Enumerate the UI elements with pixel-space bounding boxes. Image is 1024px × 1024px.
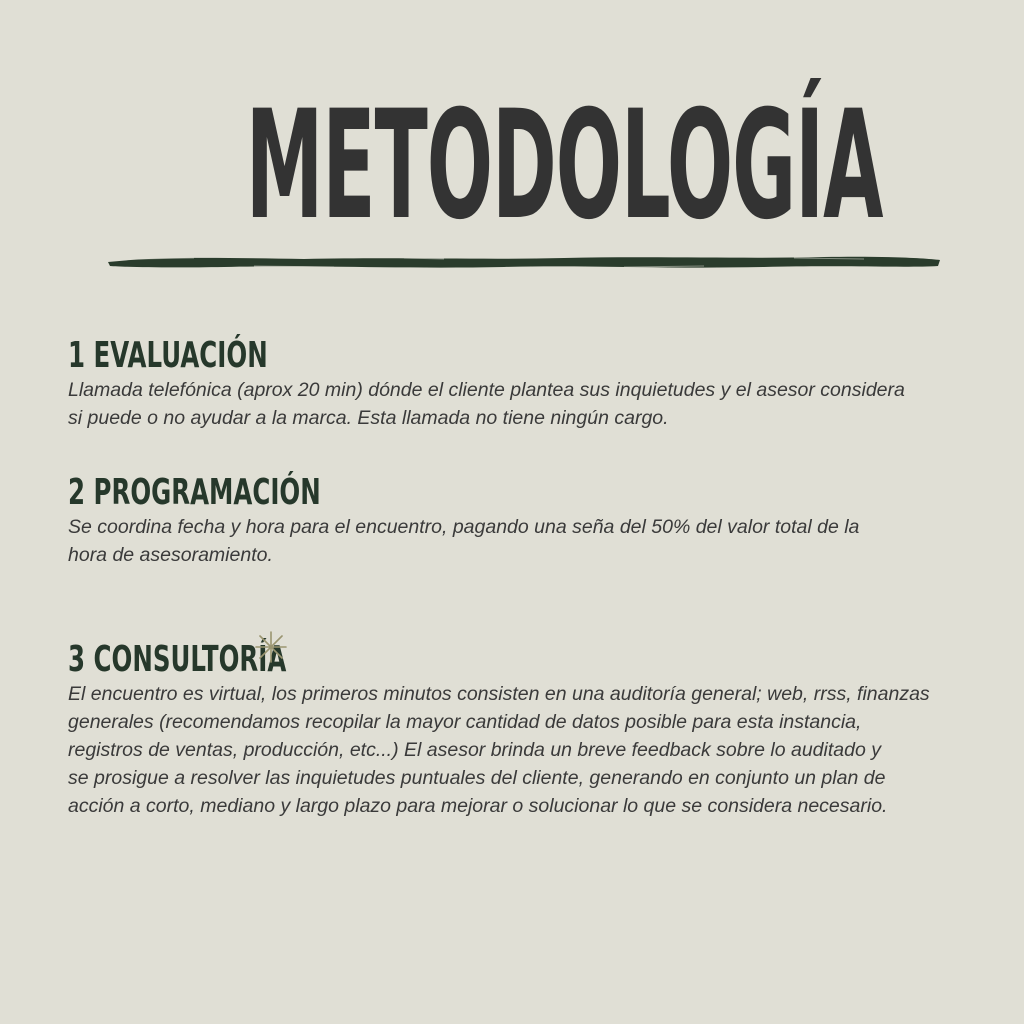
body-line: registros de ventas, producción, etc...) El asesor brinda un breve feedback sobre lo auditado y [68, 739, 881, 761]
body-line: El encuentro es virtual, los primeros minutos consisten en una auditoría general; web, rrss, finanzas [68, 683, 930, 705]
asterisk-icon [254, 630, 288, 664]
section-evaluacion [68, 336, 938, 432]
body-line: Llamada telefónica (aprox 20 min) dónde el cliente plantea sus inquietudes y el asesor considera [68, 379, 905, 401]
section-body [68, 376, 938, 432]
section-heading: 3 CONSULTORÍA [68, 639, 287, 680]
body-line: Se coordina fecha y hora para el encuentro, pagando una seña del 50% del valor total de la [68, 516, 860, 538]
page-title: METODOLOGÍA [245, 79, 883, 253]
section-programacion [68, 473, 938, 569]
brush-underline [104, 250, 944, 274]
body-line: se prosigue a resolver las inquietudes puntuales del cliente, generando en conjunto un plan de [68, 767, 886, 789]
body-line: acción a corto, mediano y largo plazo para mejorar o solucionar lo que se considera necesario. [68, 795, 888, 817]
section-body [68, 513, 938, 569]
body-line: si puede o no ayudar a la marca. Esta llamada no tiene ningún cargo. [68, 407, 669, 429]
section-body [68, 680, 938, 820]
section-heading: 1 EVALUACIÓN [68, 335, 268, 376]
section-consultoria [68, 640, 938, 820]
body-line: generales (recomendamos recopilar la mayor cantidad de datos posible para esta instancia, [68, 711, 862, 733]
body-line: hora de asesoramiento. [68, 544, 273, 566]
section-heading: 2 PROGRAMACIÓN [68, 472, 321, 513]
